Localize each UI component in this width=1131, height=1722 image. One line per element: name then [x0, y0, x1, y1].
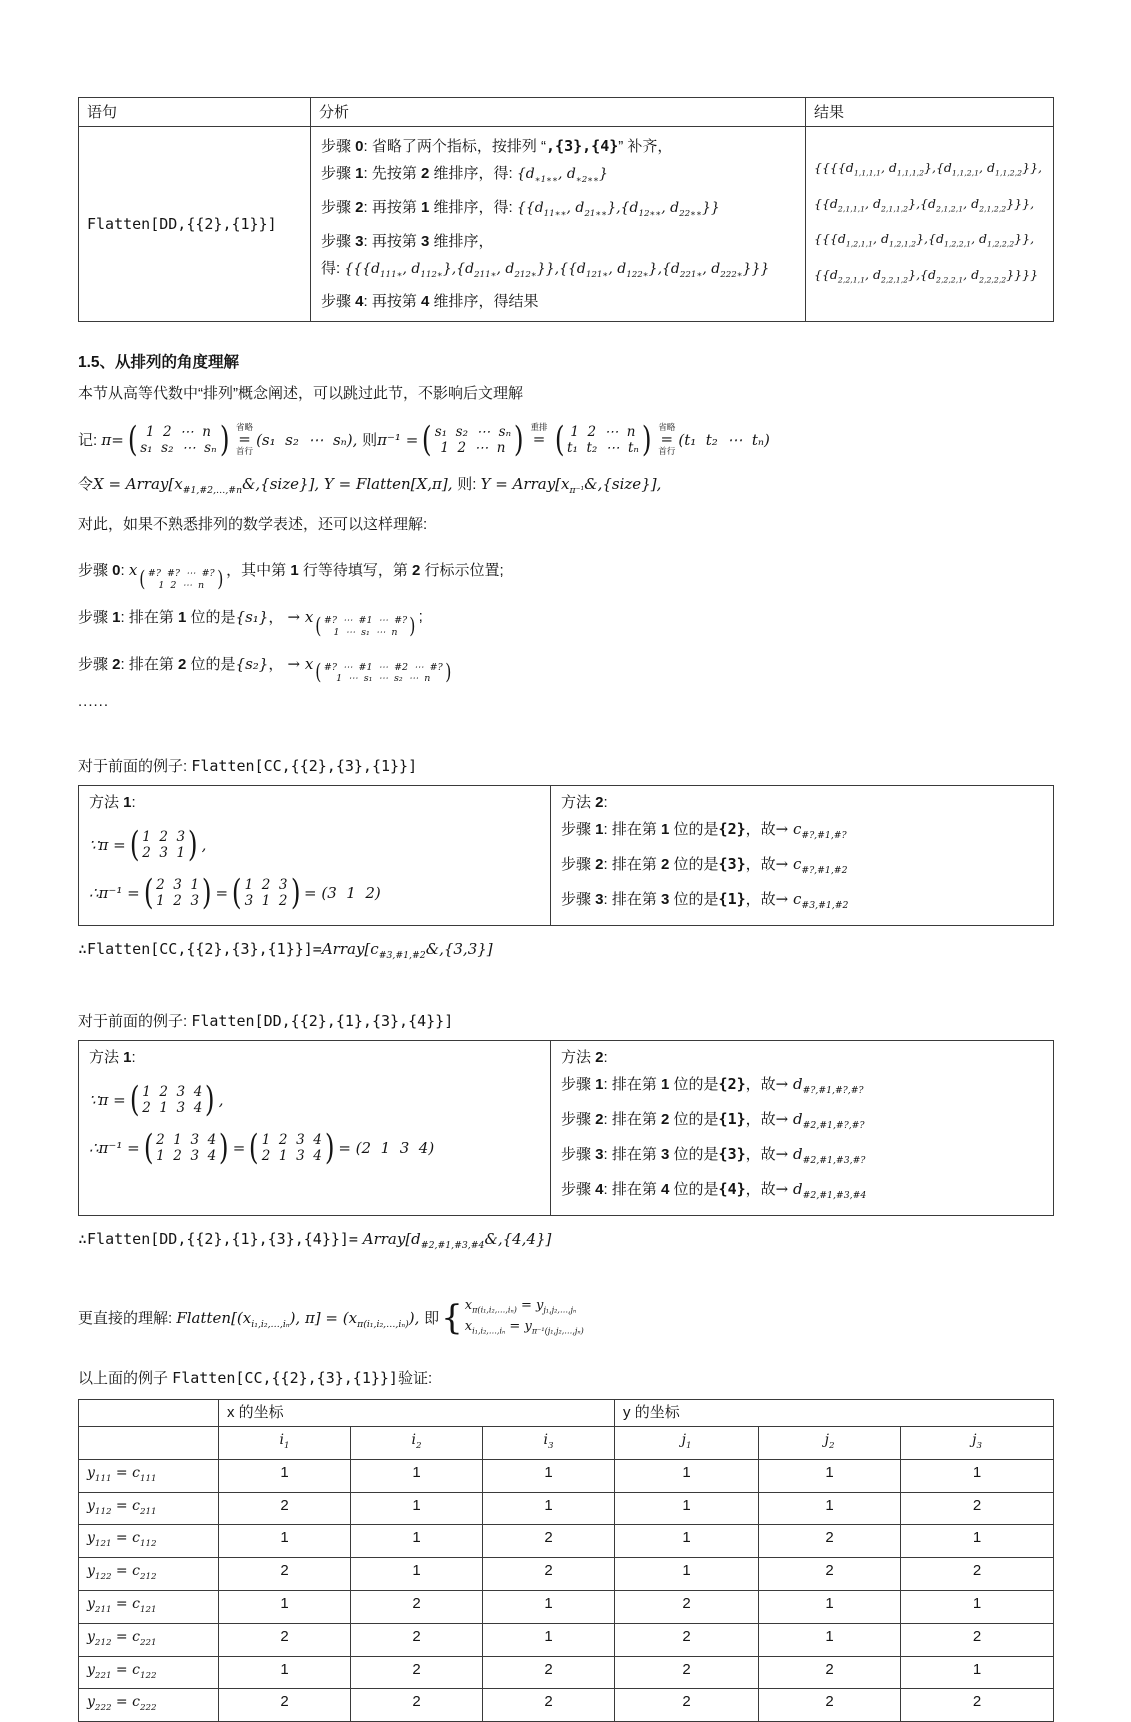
comma: ,: [218, 1090, 224, 1109]
value-cell: 1: [901, 1525, 1054, 1558]
value-cell: 1: [759, 1492, 901, 1525]
value-cell: 2: [351, 1656, 483, 1689]
value-cell: 1: [219, 1525, 351, 1558]
pi-lead: 记: π=: [78, 431, 124, 450]
document-page: [78, 0, 1054, 1722]
step0-tail: ，其中第 1 行等待填写，第 2 行标示位置;: [226, 562, 504, 580]
empty-corner-cell: [79, 1426, 219, 1459]
because-pi: ∵π =: [89, 1090, 126, 1109]
because-pi: ∵π =: [89, 835, 126, 854]
value-cell: 2: [483, 1689, 615, 1722]
method2-title: 方法 2:: [561, 1048, 608, 1066]
dd-method1-cell: [79, 1040, 551, 1215]
col-header-j1: $j_1$: [615, 1426, 759, 1459]
value-cell: 2: [615, 1590, 759, 1623]
value-cell: 1: [351, 1525, 483, 1558]
group-header-row: [79, 1399, 1054, 1426]
pi-matrix: ( 1 2 ⋯ n s₁ s₂ ⋯ sₙ ): [127, 419, 230, 460]
value-cell: 2: [759, 1689, 901, 1722]
statement-cell: [79, 127, 311, 322]
value-cell: 1: [615, 1492, 759, 1525]
verification-heading: 以上面的例子 Flatten[CC,{{2},{3},{1}}]验证:: [78, 1368, 433, 1387]
verification-table: [78, 1399, 1054, 1722]
value-cell: 1: [219, 1459, 351, 1492]
analysis-line: 步骤 0: 省略了两个指标，按排列 “,{3},{4}” 补齐，: [321, 137, 673, 155]
row-label: $y_{112} = c_{211}$: [79, 1492, 219, 1525]
example-cc-table: [78, 785, 1054, 926]
col-header-j3: $j_3$: [901, 1426, 1054, 1459]
analysis-line: 步骤 1: 先按第 2 维排序，得: {$d_{∗1∗∗}$, $d_{∗2∗∗}$}: [321, 165, 608, 185]
array-definition-formula: 令$X = Array[x_{\#1,\#2,\dots,\#n}\&,\{size\}]$, Y = Flatten[X,π], 则: $Y = Array[x_{\pi^{-1}}\&,\{size\}]$,: [78, 475, 662, 497]
cc-pi-matrix: ( 1 2 3 2 3 1 ): [129, 824, 198, 865]
row-label: $y_{211} = c_{121}$: [79, 1590, 219, 1623]
dd-inv-result: = (2 1 3 4): [338, 1139, 435, 1158]
step1-line: [78, 605, 1054, 639]
dd-inv-matrix-1: ( 2 1 3 4 1 2 3 4 ): [143, 1128, 229, 1169]
value-cell: 2: [219, 1623, 351, 1656]
permutation-definition-formula: [78, 419, 1054, 460]
comma: ,: [201, 835, 207, 854]
cc-inv-matrix-2: ( 1 2 3 3 1 2 ): [232, 873, 301, 914]
value-cell: 1: [759, 1623, 901, 1656]
direct-lead: 更直接的理解: $Flatten[(x_{i_1,i_2,\dots,i_n})$, $\pi] = (x_{\pi(i_1,i_2,\dots,i_n)})$, 即: [78, 1308, 440, 1330]
equation-system: [465, 1297, 584, 1340]
step0-lead: 步骤 0: x: [78, 561, 138, 580]
step1-tail: ;: [418, 608, 423, 626]
example-dd-heading: 对于前面的例子: Flatten[DD,{{2},{1},{3},{4}}]: [78, 1011, 454, 1030]
analysis-line: 步骤 3: 再按第 3 维排序，: [321, 232, 494, 250]
value-cell: 2: [483, 1525, 615, 1558]
cc-method2-step: 步骤 3: 排在第 3 位的是{1}，故→ $c_{\#3,\#1,\#2}$: [561, 889, 849, 911]
col-header-i3: $i_3$: [483, 1426, 615, 1459]
system-equation-1: $x_{\pi(i_1,i_2,\dots,i_n)} = y_{j_1,j_2,\dots,j_n}$: [464, 1297, 577, 1315]
col-header-j2: $j_2$: [759, 1426, 901, 1459]
verify-row: [79, 1590, 1054, 1623]
method1-title: 方法 1:: [89, 793, 136, 811]
dd-pi-matrix: ( 1 2 3 4 2 1 3 4 ): [129, 1079, 215, 1120]
value-cell: 2: [901, 1689, 1054, 1722]
value-cell: 2: [759, 1656, 901, 1689]
value-cell: 2: [351, 1689, 483, 1722]
result-line: {{{{$d_{1,1,1,1}$, $d_{1,1,1,2}\},\{d_{1,1,2,1}$, $d_{1,1,2,2}$}},: [814, 160, 1043, 178]
equals-rearrange: 重排 =: [530, 422, 548, 449]
row-label: $y_{212} = c_{221}$: [79, 1623, 219, 1656]
value-cell: 1: [351, 1558, 483, 1591]
verify-row: [79, 1558, 1054, 1591]
cc-pi-inverse-formula: [89, 873, 540, 914]
header-row: [79, 98, 1054, 127]
row-label: $y_{221} = c_{122}$: [79, 1656, 219, 1689]
section-intro: 本节从高等代数中“排列”概念阐述，可以跳过此节，不影响后文理解: [78, 385, 523, 403]
analysis-cell: [311, 127, 806, 322]
value-cell: 2: [759, 1558, 901, 1591]
rearranged-matrix: ( 1 2 ⋯ n t₁ t₂ ⋯ tₙ ): [554, 419, 652, 460]
value-cell: 1: [759, 1459, 901, 1492]
flatten-dd-steps-table: [78, 97, 1054, 322]
value-cell: 2: [219, 1492, 351, 1525]
ellipsis-line: ......: [78, 692, 110, 710]
analysis-line: 步骤 4: 再按第 4 维排序，得结果: [321, 293, 539, 311]
value-cell: 2: [615, 1689, 759, 1722]
dd-method2-step: 步骤 3: 排在第 3 位的是{3}，故→ $d_{\#2,\#1,\#3,\#?}$: [561, 1144, 866, 1166]
value-cell: 2: [483, 1558, 615, 1591]
verification-table-body: [79, 1459, 1054, 1721]
value-cell: 1: [901, 1656, 1054, 1689]
value-cell: 2: [351, 1590, 483, 1623]
value-cell: 1: [615, 1459, 759, 1492]
value-cell: 1: [615, 1558, 759, 1591]
cc-method1-cell: [79, 785, 551, 925]
result-cell: [806, 127, 1054, 322]
value-cell: 2: [219, 1558, 351, 1591]
value-cell: 1: [759, 1590, 901, 1623]
dd-inv-matrix-2: ( 1 2 3 4 2 1 3 4 ): [249, 1128, 335, 1169]
cc-method2-step: 步骤 2: 排在第 2 位的是{3}，故→ $c_{\#?,\#1,\#2}$: [561, 854, 848, 876]
col-header-i2: $i_2$: [351, 1426, 483, 1459]
value-cell: 1: [351, 1492, 483, 1525]
cc-inv-matrix-1: ( 2 3 1 1 2 3 ): [143, 873, 212, 914]
value-cell: 2: [483, 1656, 615, 1689]
value-cell: 2: [351, 1623, 483, 1656]
verify-row: [79, 1459, 1054, 1492]
column-header-statement: 语句: [79, 98, 311, 127]
step2-index-matrix: ( #? ⋯ #1 ⋯ #2 ⋯ #? 1 ⋯ s₁ ⋯ s₂ ⋯ n ): [315, 660, 452, 686]
analysis-line: 得: {{{$d_{111∗}$, $d_{112∗}\},\{d_{211∗}$, $d_{212∗}\}\},\{\{d_{121∗}$, $d_{122∗}\},\{d_{221∗}$, $d_{222∗}$}}}: [321, 259, 770, 280]
cc-pi-formula: [89, 824, 540, 865]
equals-omit-firstrow: 省略 = 首行: [236, 422, 254, 457]
verify-row: [79, 1623, 1054, 1656]
value-cell: 2: [219, 1689, 351, 1722]
result-line: {{$d_{2,1,1,1}$, $d_{2,1,1,2}\},\{d_{2,1,2,1}$, $d_{2,1,2,2}$}}},: [814, 195, 1035, 214]
analysis-line: 步骤 2: 再按第 1 维排序，得: {{$d_{11∗∗}$, $d_{21∗∗}\},\{d_{12∗∗}$, $d_{22∗∗}$}}: [321, 198, 720, 219]
verify-row: [79, 1689, 1054, 1722]
section-heading: 1.5、从排列的角度理解: [78, 354, 240, 372]
column-header-result: 结果: [806, 98, 1054, 127]
dd-method2-step: 步骤 2: 排在第 2 位的是{1}，故→ $d_{\#2,\#1,\#?,\#?}$: [561, 1109, 865, 1131]
result-line: {{$d_{2,2,1,1}$, $d_{2,2,1,2}\},\{d_{2,2,2,1}$, $d_{2,2,2,2}$}}}}: [814, 266, 1039, 285]
example-cc-heading: 对于前面的例子: Flatten[CC,{{2},{3},{1}}]: [78, 756, 418, 775]
value-cell: 1: [901, 1459, 1054, 1492]
value-cell: 2: [901, 1623, 1054, 1656]
system-equation-2: $x_{i_1,i_2,\dots,i_n} = y_{\pi^{-1}(j_1,j_2,\dots,j_n)}$: [464, 1319, 584, 1336]
row-label: $y_{122} = c_{212}$: [79, 1558, 219, 1591]
row-label: $y_{111} = c_{111}$: [79, 1459, 219, 1492]
example-dd-row: [79, 1040, 1054, 1215]
step0-line: [78, 558, 1054, 592]
row-label: $y_{121} = c_{112}$: [79, 1525, 219, 1558]
direct-understanding-formula: 更直接的理解: $Flatten[(x_{i_1,i_2,\dots,i_n})$, $\pi] = (x_{\pi(i_1,i_2,\dots,i_n)})$, 即 { $x_{\pi(i_1,i_2,\dots,i_n)} = y_{j_1,j_2,\dots,j_n}$ $x_{i_1,i_2,\dots,i_n} = y_{\pi^{-1}(j_1,j_2,\dots,j_n)}$: [78, 1297, 584, 1339]
value-cell: 2: [759, 1525, 901, 1558]
cc-method2-step: 步骤 1: 排在第 1 位的是{2}，故→ $c_{\#?,\#1,\#?}$: [561, 819, 847, 841]
method2-title: 方法 2:: [561, 793, 608, 811]
row-label: $y_{222} = c_{222}$: [79, 1689, 219, 1722]
value-cell: 1: [483, 1623, 615, 1656]
dd-pi-formula: [89, 1079, 540, 1120]
dd-method2-step: 步骤 4: 排在第 4 位的是{4}，故→ $d_{\#2,\#1,\#3,\#4}$: [561, 1179, 867, 1201]
step1-index-matrix: ( #? ⋯ #1 ⋯ #? 1 ⋯ s₁ ⋯ n ): [315, 613, 416, 639]
column-header-row: [79, 1426, 1054, 1459]
therefore-pi-inverse: ∴π⁻¹ =: [89, 1139, 140, 1158]
equals: =: [232, 1139, 246, 1158]
empty-corner-cell: [79, 1399, 219, 1426]
method1-title: 方法 1:: [89, 1048, 136, 1066]
therefore-pi-inverse: ∴π⁻¹ =: [89, 884, 140, 903]
value-cell: 1: [483, 1459, 615, 1492]
cc-method2-cell: [551, 785, 1054, 925]
result-line: {{{$d_{1,2,1,1}$, $d_{1,2,1,2}\},\{d_{1,2,2,1}$, $d_{1,2,2,2}$}},: [814, 231, 1035, 249]
verify-row: [79, 1492, 1054, 1525]
example-cc-row: [79, 785, 1054, 925]
verify-row: [79, 1656, 1054, 1689]
step0-index-matrix: ( #? #? ⋯ #? 1 2 ⋯ n ): [139, 566, 223, 592]
dd-method2-step: 步骤 1: 排在第 1 位的是{2}，故→ $d_{\#?,\#1,\#?,\#?}$: [561, 1074, 864, 1096]
cc-inv-result: = (3 1 2): [304, 884, 381, 903]
pi-mid: (s₁ s₂ ⋯ sₙ), 则π⁻¹ =: [256, 431, 419, 450]
equals: =: [215, 884, 229, 903]
step1-lead: 步骤 1: 排在第 1 位的是{s₁}， → x: [78, 608, 314, 627]
step2-lead: 步骤 2: 排在第 2 位的是{s₂}， → x: [78, 654, 314, 673]
statement-code: Flatten[DD,{{2},{1}}]: [87, 215, 277, 234]
x-coords-group-header: x 的坐标: [219, 1399, 615, 1426]
value-cell: 1: [219, 1656, 351, 1689]
example-dd-conclusion: ∴Flatten[DD,{{2},{1},{3},{4}}]= $Array[d_{\#2,\#1,\#3,\#4}\&,\{4,4\}]$: [78, 1229, 552, 1251]
column-header-analysis: 分析: [311, 98, 806, 127]
alternative-note: 对此，如果不熟悉排列的数学表述，还可以这样理解:: [78, 516, 428, 534]
value-cell: 2: [901, 1558, 1054, 1591]
value-cell: 1: [901, 1590, 1054, 1623]
pi-tail: (t₁ t₂ ⋯ tₙ): [678, 430, 770, 449]
value-cell: 1: [219, 1590, 351, 1623]
dd-method2-cell: [551, 1040, 1054, 1215]
data-row: [79, 127, 1054, 322]
value-cell: 1: [483, 1492, 615, 1525]
value-cell: 2: [615, 1623, 759, 1656]
step2-line: [78, 652, 1054, 686]
pi-inverse-matrix: ( s₁ s₂ ⋯ sₙ 1 2 ⋯ n ): [422, 419, 524, 460]
col-header-i1: $i_1$: [219, 1426, 351, 1459]
example-cc-conclusion: $\therefore Flatten[CC,\{\{2\},\{3\},\{1\}\}]=Array[c_{\#3,\#1,\#2}\&,\{3,3\}]$: [78, 939, 493, 961]
equals-omit-firstrow: 省略 = 首行: [658, 422, 676, 457]
value-cell: 2: [615, 1656, 759, 1689]
verify-row: [79, 1525, 1054, 1558]
example-dd-table: [78, 1040, 1054, 1216]
dd-pi-inverse-formula: [89, 1128, 540, 1169]
value-cell: 1: [615, 1525, 759, 1558]
value-cell: 1: [351, 1459, 483, 1492]
value-cell: 2: [901, 1492, 1054, 1525]
value-cell: 1: [483, 1590, 615, 1623]
y-coords-group-header: y 的坐标: [615, 1399, 1054, 1426]
